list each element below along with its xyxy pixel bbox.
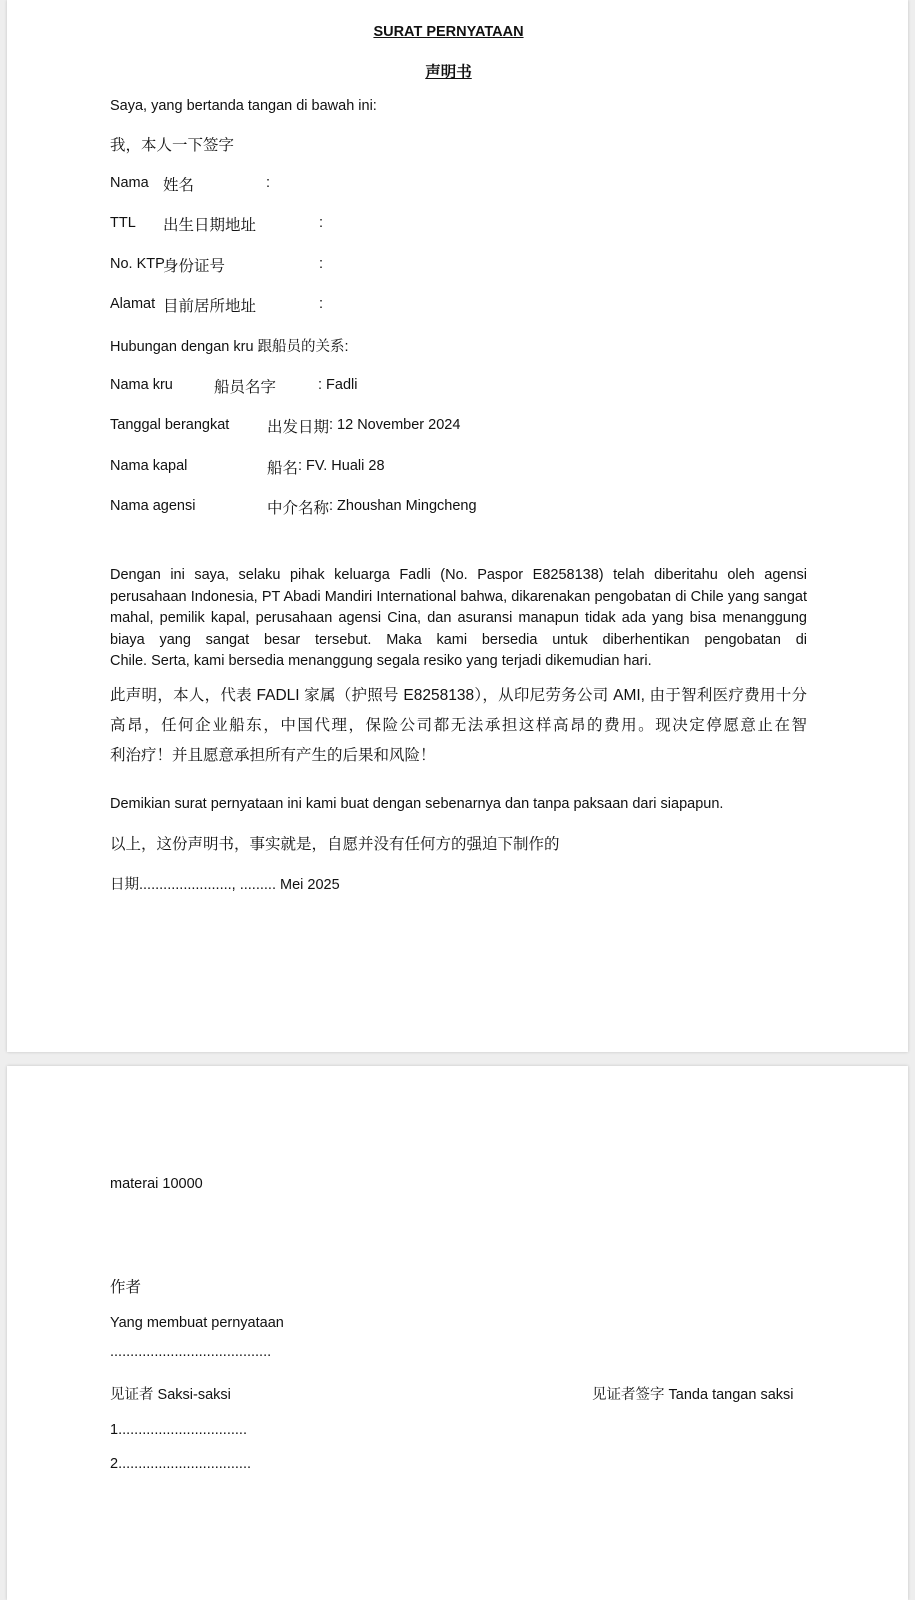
crew-field-label-chinese: 中介名称: [267, 500, 330, 517]
document-title-chinese: 声明书: [425, 64, 472, 81]
witness-2-line: 2.................................: [110, 1456, 252, 1472]
crew-field-label-chinese: 船名: [267, 460, 299, 477]
field-label-chinese: 目前居所地址: [163, 298, 257, 315]
statement-indonesian: [110, 565, 807, 673]
field-label-chinese: 姓名: [163, 177, 195, 194]
statement-chinese: [110, 681, 807, 771]
statement-indonesian-last-line: Chile. Serta, kami bersedia menanggung segala resiko yang terjadi dikemudian hari.: [110, 653, 652, 669]
crew-field-value: : 12 November 2024: [329, 417, 461, 433]
crew-field-label: Nama kru: [110, 377, 173, 393]
field-colon: :: [319, 296, 324, 312]
crew-field-value: : Zhoushan Mingcheng: [329, 498, 477, 514]
author-chinese: 作者: [110, 1279, 142, 1296]
field-label-chinese: 身份证号: [163, 258, 226, 275]
field-label: No. KTP: [110, 256, 165, 272]
crew-field-label: Tanggal berangkat: [110, 417, 230, 433]
crew-field-label: Nama agensi: [110, 498, 196, 514]
witnesses-label: 见证者 Saksi-saksi: [110, 1387, 231, 1403]
maker-label: Yang membuat pernyataan: [110, 1315, 284, 1331]
closing-chinese: 以上，这份声明书，事实就是，自愿并没有任何方的强迫下制作的: [110, 836, 560, 853]
relation-heading: Hubungan dengan kru 跟船员的关系:: [110, 339, 349, 355]
field-colon: :: [319, 256, 324, 272]
field-colon: :: [319, 215, 324, 231]
field-colon: :: [266, 175, 271, 191]
closing-indonesian: Demikian surat pernyataan ini kami buat dengan sebenarnya dan tanpa paksaan dari siapapun.: [110, 796, 724, 812]
intro-indonesian: Saya, yang bertanda tangan di bawah ini:: [110, 98, 377, 114]
field-label: Nama: [110, 175, 149, 191]
statement-chinese-last-line: 利治疗！并且愿意承担所有产生的后果和风险！: [110, 747, 436, 764]
witness-signature-label: 见证者签字 Tanda tangan saksi: [592, 1387, 794, 1403]
crew-field-value: : FV. Huali 28: [298, 458, 385, 474]
intro-chinese: 我，本人一下签字: [110, 137, 235, 154]
field-label-chinese: 出生日期地址: [163, 217, 257, 234]
crew-field-label: Nama kapal: [110, 458, 188, 474]
field-label: Alamat: [110, 296, 156, 312]
document-page-1: [7, 0, 908, 1052]
statement-chinese-body: 此声明，本人，代表 FADLI 家属（护照号 E8258138），从印尼劳务公司 AMI, 由于智利医疗费用十分高昂，任何企业船东，中国代理，保险公司都无法承担这样高昂的费用。现决定停愿意止在智: [110, 687, 807, 734]
date-line: 日期......................., ......... Mei 2025: [110, 877, 340, 893]
statement-indonesian-body: Dengan ini saya, selaku pihak keluarga Fadli (No. Paspor E8258138) telah diberitahu oleh agensi perusahaan Indonesia, PT Abadi Mandiri International bahwa, dikarenakan pengobatan di Chile yang sangat mahal, pemilik kapal, perusahaan agensi Cina, dan asuransi manapun tidak ada yang bisa menanggung biaya yang sangat besar tersebut. Maka kami bersedia untuk diberhentikan pengobatan di: [110, 567, 807, 648]
maker-signature-line: ........................................: [110, 1344, 272, 1360]
crew-field-label-chinese: 船员名字: [214, 379, 277, 396]
field-label: TTL: [110, 215, 136, 231]
materai-label: materai 10000: [110, 1176, 203, 1192]
crew-field-label-chinese: 出发日期: [267, 419, 330, 436]
document-title: SURAT PERNYATAAN: [373, 24, 524, 40]
witness-1-line: 1................................: [110, 1422, 247, 1438]
crew-field-value: : Fadli: [318, 377, 358, 393]
document-page-2: [7, 1066, 908, 1600]
